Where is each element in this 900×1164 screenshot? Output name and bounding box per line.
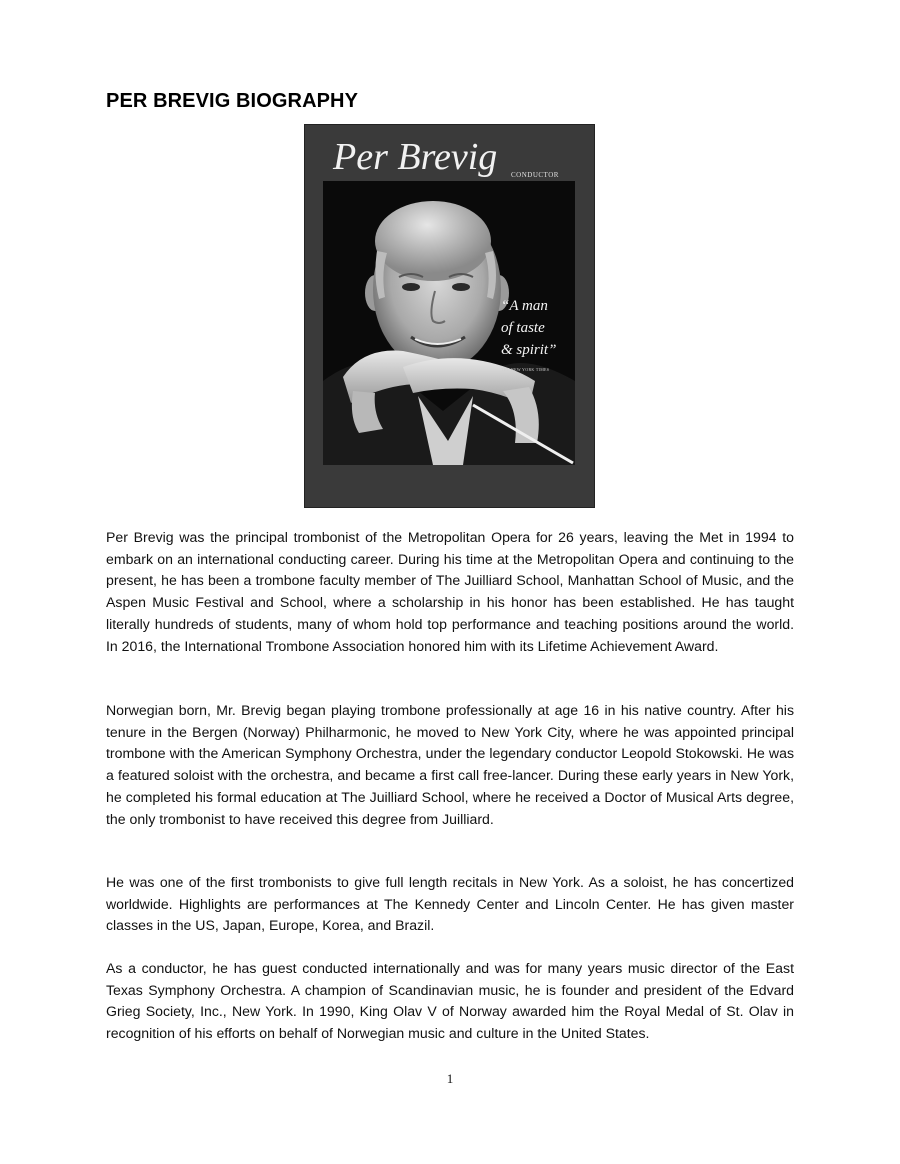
cover-photo	[304, 124, 595, 508]
biography-paragraph: Per Brevig was the principal trombonist of the Metropolitan Opera for 26 years, leaving the Met in 1994 to embark on an international conducting career. During his time at the Metropolitan Opera and continuing to the present, he has been a trombone faculty member of The Juilliard School, Manhattan School of Music, and the Aspen Music Festival and School, where a scholarship in his honor has been established. He has taught literally hundreds of students, many of whom hold top performance and teaching positions around the world. In 2016, the International Trombone Association honored him with its Lifetime Achievement Award.	[106, 529, 794, 654]
cover-quote-line: “A man	[501, 298, 548, 314]
biography-paragraph: As a conductor, he has guest conducted internationally and was for many years music director of the East Texas Symphony Orchestra. A champion of Scandinavian music, he is founder and president of the Edvard Grieg Society, Inc., New York. In 1990, King Olav V of Norway awarded him the Royal Medal of St. Olav in recognition of his efforts on behalf of Norwegian music and culture in the United States.	[106, 960, 794, 1042]
cover-name: Per Brevig	[333, 136, 498, 178]
cover-quote	[501, 295, 556, 361]
page-title: PER BREVIG BIOGRAPHY	[106, 90, 359, 112]
biography-paragraph: Norwegian born, Mr. Brevig began playing trombone professionally at age 16 in his native country. After his tenure in the Bergen (Norway) Philharmonic, he moved to New York City, where he was appointed principal trombone with the American Symphony Orchestra, under the legendary conductor Leopold Stokowski. He was a featured soloist with the orchestra, and became a first call free-lancer. During these early years in New York, he completed his formal education at The Juilliard School, where he received a Doctor of Musical Arts degree, the only trombonist to have received this degree from Juilliard.	[106, 702, 794, 827]
page-number: 1	[446, 1071, 454, 1086]
cover-quote-source: THE NEW YORK TIMES	[501, 367, 550, 372]
cover-quote-line: of taste	[501, 320, 545, 336]
cover-role: CONDUCTOR	[511, 171, 559, 179]
biography-paragraph: He was one of the first trombonists to give full length recitals in New York. As a soloist, he has concertized worldwide. Highlights are performances at The Kennedy Center and Lincoln Center. He has given master classes in the US, Japan, Europe, Korea, and Brazil.	[106, 874, 794, 934]
cover-quote-line: & spirit”	[501, 342, 557, 358]
